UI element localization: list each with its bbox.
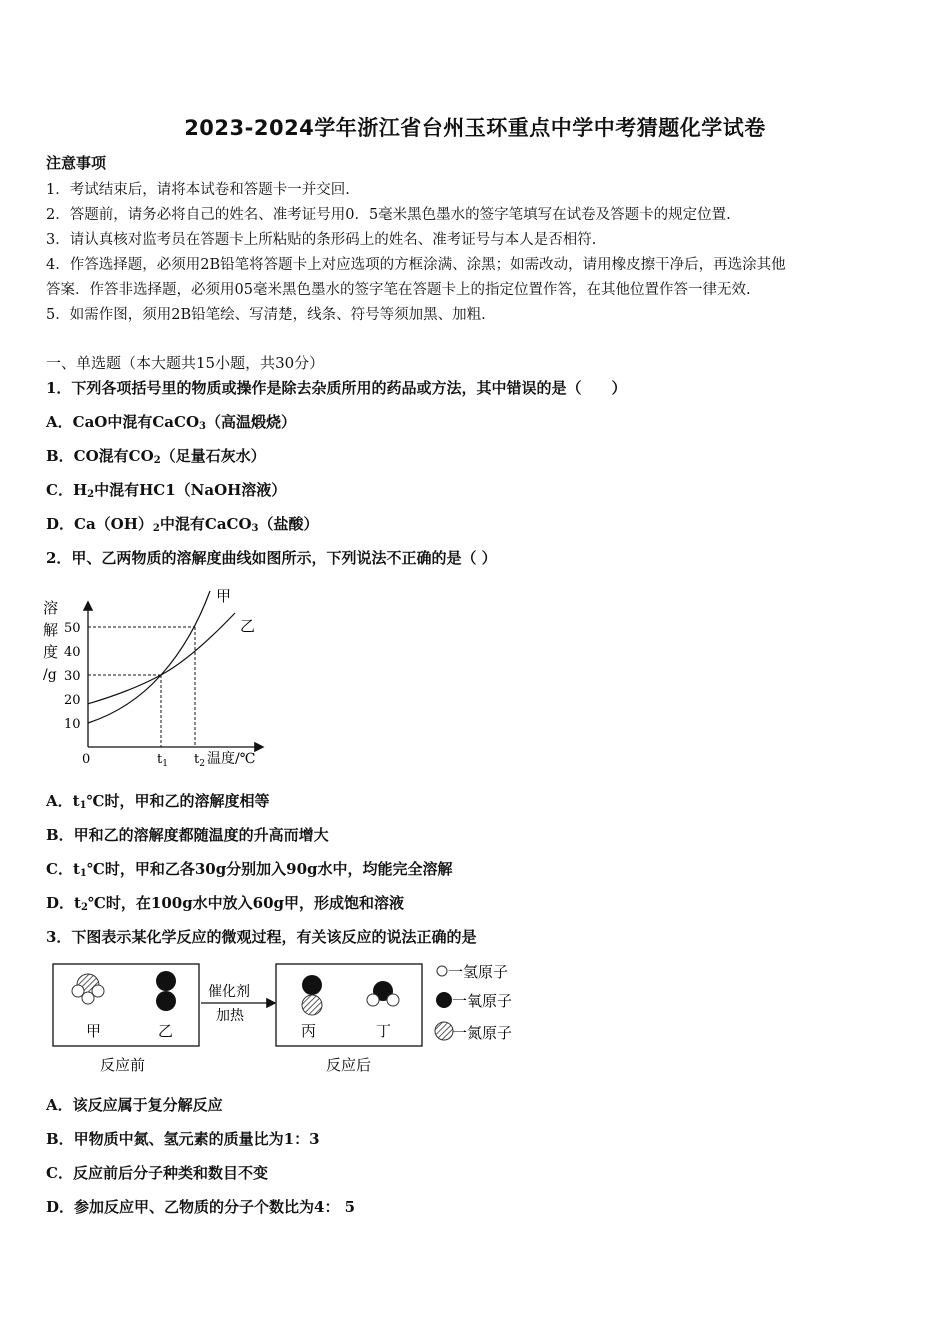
section-heading: 一、单选题（本大题共15小题，共30分） — [46, 354, 325, 372]
notice-item: 3．请认真核对监考员在答题卡上所粘贴的条形码上的姓名、准考证号与本人是否相符. — [46, 232, 597, 248]
question-1-stem: 1．下列各项括号里的物质或操作是除去杂质所用的药品或方法，其中错误的是（ ） — [46, 379, 627, 397]
y-tick-label: 30 — [64, 669, 81, 684]
y-tick-label: 40 — [64, 645, 81, 660]
question-2-stem: 2．甲、乙两物质的溶解度曲线如图所示，下列说法不正确的是（ ） — [46, 549, 497, 567]
molecule-ding — [367, 981, 399, 1006]
question-1-option-b: B．CO混有$CO_2$（足量石灰水） — [46, 447, 266, 466]
x-axis-label: 温度/℃ — [207, 751, 256, 767]
label-after: 反应后 — [326, 1056, 372, 1074]
question-2-option-b: B．甲和乙的溶解度都随温度的升高而增大 — [46, 826, 329, 844]
notice-item: 4．作答选择题，必须用2B铅笔将答题卡上对应选项的方框涂满、涂黑；如需改动，请用橡皮擦干净后，再选涂其他 — [46, 257, 786, 273]
ylabel-char: 度 — [43, 643, 59, 661]
label-before: 反应前 — [100, 1056, 146, 1074]
legend-oxygen: 一氧原子 — [452, 992, 513, 1010]
legend-nitrogen: 一氮原子 — [452, 1024, 513, 1042]
reaction-diagram — [48, 958, 538, 1078]
question-2-option-c: C．$t_1℃$时，甲和乙各30g分别加入90g水中，均能完全溶解 — [46, 860, 453, 879]
ylabel-char: 解 — [43, 621, 59, 639]
notice-item: 1．考试结束后，请将本试卷和答题卡一并交回. — [46, 182, 350, 198]
question-3-option-a: A．该反应属于复分解反应 — [46, 1096, 223, 1114]
molecule-yi — [156, 971, 176, 1011]
arrow-bottom-label: 加热 — [216, 1008, 244, 1024]
notice-item: 答案．作答非选择题，必须用05毫米黑色墨水的签字笔在答题卡上的指定位置作答，在其他位置作答一律无效. — [46, 282, 751, 298]
origin-label: 0 — [82, 752, 91, 767]
after-box — [276, 964, 422, 1046]
notice-heading: 注意事项 — [46, 154, 107, 172]
notice-item: 2．答题前，请务必将自己的姓名、准考证号用0．5毫米黑色墨水的签字笔填写在试卷及答题卡的规定位置. — [46, 207, 731, 223]
solubility-graph — [40, 585, 280, 775]
question-3-stem: 3．下图表示某化学反应的微观过程，有关该反应的说法正确的是 — [46, 928, 477, 946]
question-3-option-c: C．反应前后分子种类和数目不变 — [46, 1164, 268, 1182]
curve-label-jia: 甲 — [216, 587, 232, 605]
legend-hydrogen-icon — [437, 966, 447, 976]
question-2-option-a: A．$t_1℃$时，甲和乙的溶解度相等 — [46, 792, 270, 811]
t1-label: $t_1$ — [157, 752, 168, 769]
before-box — [53, 964, 199, 1046]
legend-oxygen-icon — [436, 992, 452, 1008]
molecule-jia — [72, 974, 104, 1004]
ylabel-char: /g — [43, 667, 57, 683]
label-yi: 乙 — [158, 1022, 174, 1040]
legend-nitrogen-icon — [435, 1022, 453, 1040]
page-title: 2023-2024学年浙江省台州玉环重点中学中考猜题化学试卷 — [184, 116, 766, 140]
y-tick-label: 10 — [64, 717, 81, 732]
question-1-option-c: C．$H_2$中混有HC1（NaOH溶液） — [46, 481, 287, 500]
question-1-option-d: D．$Ca(OH)_2$中混有CaCO$_3$（盐酸） — [46, 515, 319, 534]
t2-label: $t_2$ — [194, 752, 205, 769]
label-ding: 丁 — [376, 1022, 392, 1040]
ylabel-char: 溶 — [43, 599, 59, 617]
question-1-option-a: A．CaO中混有CaCO$_3$（高温煅烧） — [46, 413, 297, 432]
molecule-bing — [302, 975, 322, 1015]
curve-jia — [88, 591, 210, 723]
arrow-top-label: 催化剂 — [208, 984, 250, 1000]
label-bing: 丙 — [301, 1022, 317, 1040]
curve-label-yi: 乙 — [240, 617, 256, 635]
legend-hydrogen: 一氢原子 — [448, 963, 509, 981]
question-2-option-d: D．$t_2℃$时，在100g水中放入60g甲，形成饱和溶液 — [46, 894, 405, 913]
question-3-option-d: D．参加反应甲、乙物质的分子个数比为4： 5 — [46, 1198, 356, 1216]
notice-item: 5．如需作图，须用2B铅笔绘、写清楚，线条、符号等须加黑、加粗. — [46, 307, 486, 323]
y-tick-label: 50 — [64, 621, 81, 636]
label-jia: 甲 — [86, 1022, 102, 1040]
y-tick-label: 20 — [64, 693, 81, 708]
question-3-option-b: B．甲物质中氮、氢元素的质量比为1：3 — [46, 1130, 320, 1148]
